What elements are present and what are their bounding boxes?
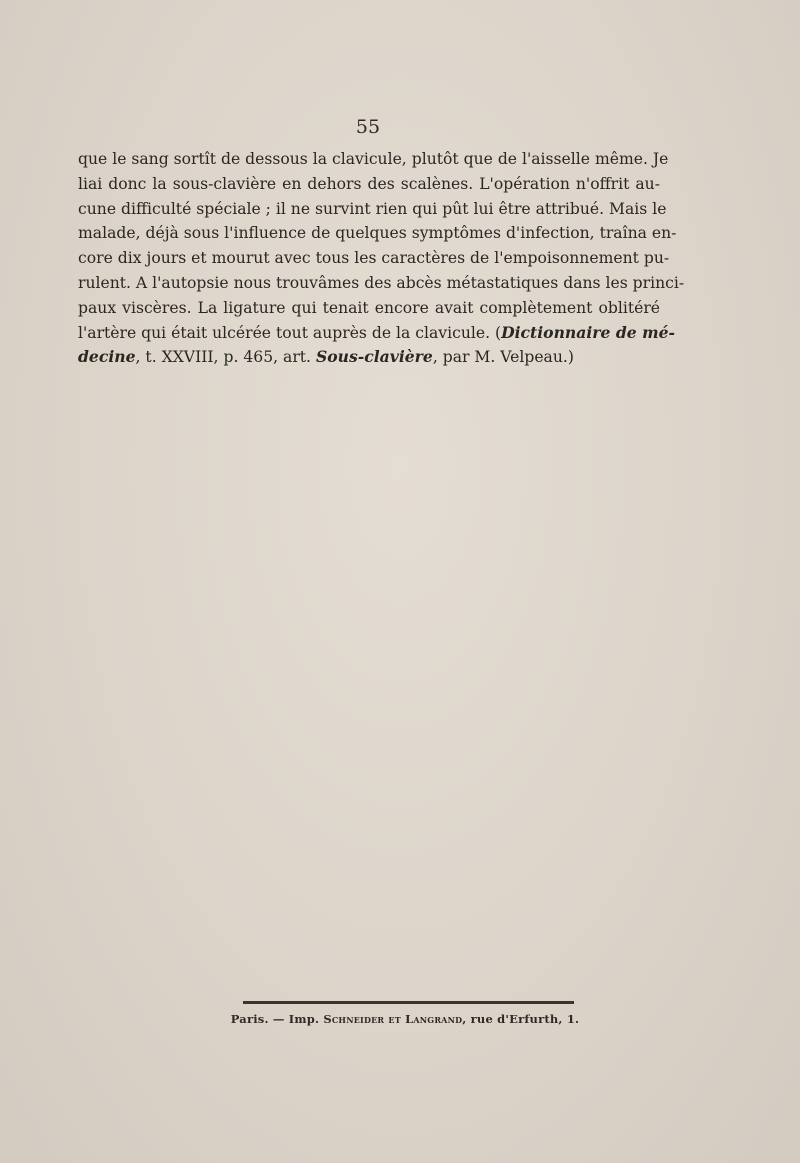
text-line-with-citation	[78, 321, 675, 346]
citation-reference: , t. XXVIII, p. 465, art.	[135, 348, 316, 367]
printer-imprint	[0, 1012, 800, 1026]
text-line: que le sang sortît de dessous la clavicule, plutôt que de l'aisselle même. Je	[78, 150, 669, 168]
text-line: liai donc la sous-clavière en dehors des scalènes. L'opération n'offrit au-	[78, 174, 660, 193]
body-paragraph	[78, 147, 685, 370]
imprint-printer: Schneider et Langrand	[323, 1012, 463, 1026]
citation-article: Sous-clavière	[315, 347, 433, 367]
citation-author: , par M. Velpeau.)	[432, 348, 574, 367]
imprint-city: Paris. — Imp.	[230, 1012, 324, 1026]
citation-title: Dictionnaire de mé-	[501, 322, 675, 342]
text-line: rulent. A l'autopsie nous trouvâmes des abcès métastatiques dans les princi-	[78, 273, 685, 292]
text-line: malade, déjà sous l'influence de quelques symptômes d'infection, traîna en-	[78, 224, 677, 243]
text-line: paux viscères. La ligature qui tenait encore avait complètement oblitéré	[78, 298, 660, 317]
text-line: core dix jours et mourut avec tous les caractères de l'empoisonnement pu-	[78, 249, 670, 268]
imprint-address: , rue d'Erfurth, 1.	[462, 1012, 580, 1026]
page-number: 55	[355, 116, 381, 138]
citation-line	[78, 345, 660, 370]
text-line: cune difficulté spéciale ; il ne survint rien qui pût lui être attribué. Mais le	[78, 199, 667, 218]
citation-title-continued: decine	[78, 347, 136, 367]
text-line-segment: l'artère qui était ulcérée tout auprès de la clavicule. (	[78, 323, 502, 342]
footer-rule	[243, 1001, 574, 1004]
